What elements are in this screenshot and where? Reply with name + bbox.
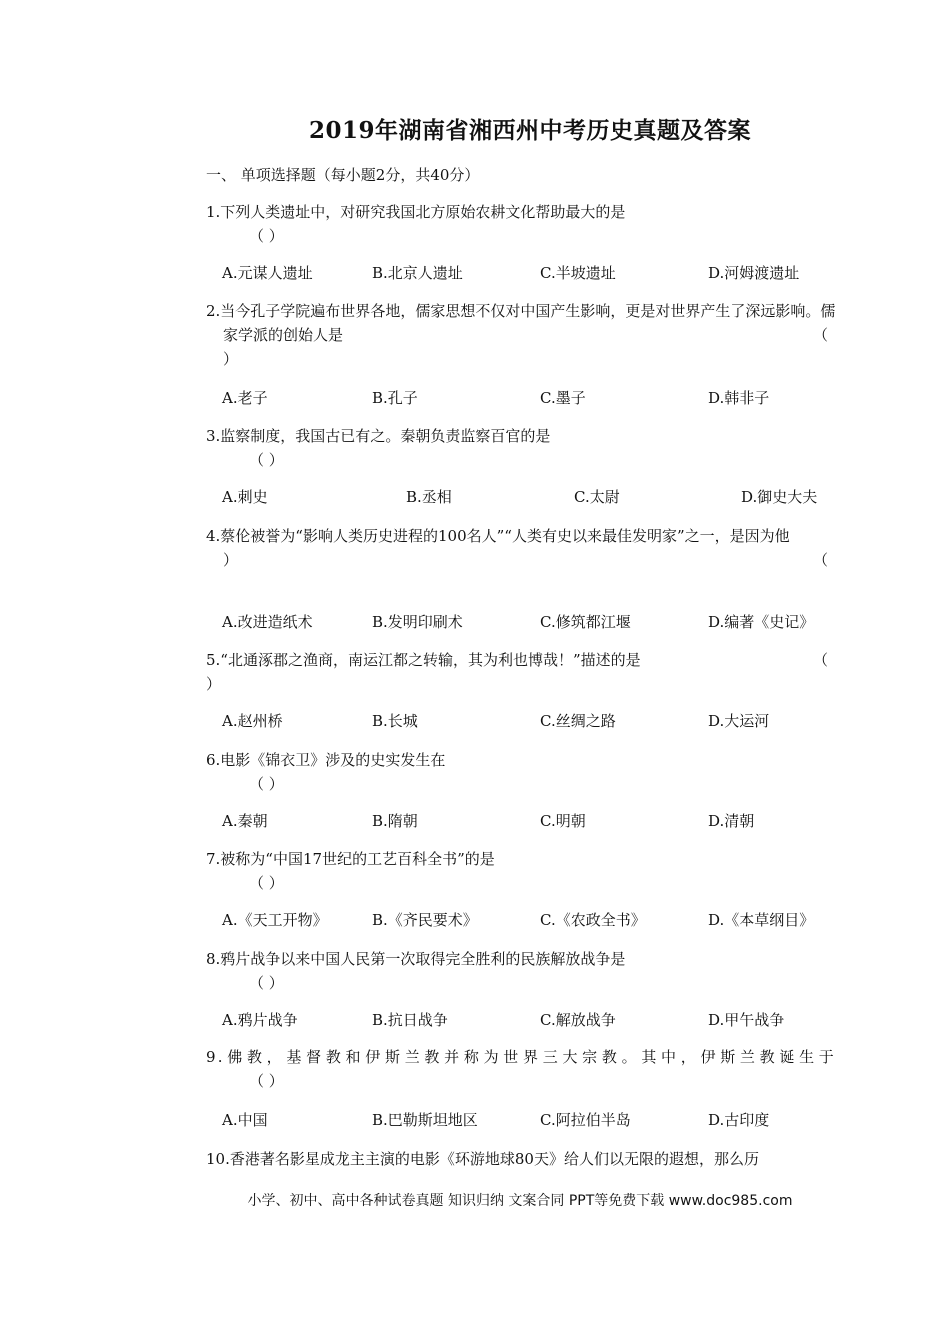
question-stem [206,524,836,548]
option-b: B.长城 [372,712,418,730]
option-d: D.大运河 [708,712,770,730]
question-stem-text: 4.蔡伦被誉为“影响人类历史进程的100名人”“人类有史以来最佳发明家”之一，是因为他 [206,527,790,545]
option-d: D.编著《史记》 [708,613,815,631]
option-c: C.墨子 [540,389,586,407]
page-footer: 小学、初中、高中各种试卷真题 知识归纳 文案合同 PPT等免费下载 www.doc985.com [247,1193,793,1209]
option-a: A.中国 [222,1111,268,1129]
answer-bracket-close: ） [223,551,239,569]
question-4-options [222,611,842,635]
question-stem: 3.监察制度，我国古已有之。秦朝负责监察百官的是 [206,427,551,445]
question-2 [206,299,836,371]
answer-bracket-close: ） [223,350,239,368]
question-stem: 7.被称为“中国17世纪的工艺百科全书”的是 [206,850,495,868]
option-a: A.改进造纸术 [222,613,313,631]
question-stem: 8.鸦片战争以来中国人民第一次取得完全胜利的民族解放战争是 [206,950,626,968]
question-6 [206,748,836,796]
option-c: C.半坡遗址 [540,264,616,282]
option-b: B.孔子 [372,389,418,407]
answer-bracket-open: （ [812,551,828,569]
option-c: C.解放战争 [540,1011,616,1029]
option-b: B.巴勒斯坦地区 [372,1111,478,1129]
question-2-options [222,387,842,411]
option-d: D.御史大夫 [741,488,818,506]
question-4 [206,524,836,572]
option-a: A.老子 [222,389,268,407]
answer-bracket-open: （ [812,651,828,669]
page-title: 2019年湖南省湘西州中考历史真题及答案 [308,117,751,144]
question-3 [206,424,836,472]
question-stem: 9.佛教，基督教和伊斯兰教并称为世界三大宗教。其中，伊斯兰教诞生于 [206,1048,836,1066]
answer-bracket: （ ） [249,775,284,793]
answer-bracket: （ ） [249,874,284,892]
question-1-options [222,262,842,286]
answer-bracket-open: （ [812,326,828,344]
option-a: A.元谋人遗址 [222,264,313,282]
option-c: C.太尉 [574,488,620,506]
answer-bracket-close: ） [206,675,222,693]
option-b: B.丞相 [406,488,452,506]
question-7-options [222,909,842,933]
answer-bracket: （ ） [249,451,284,469]
answer-bracket: （ ） [249,227,284,245]
question-10 [206,1147,846,1171]
option-d: D.《本草纲目》 [708,911,815,929]
option-c: C.修筑都江堰 [540,613,631,631]
option-b: B.发明印刷术 [372,613,463,631]
option-d: D.古印度 [708,1111,770,1129]
option-b: B.抗日战争 [372,1011,448,1029]
option-a: A.鸦片战争 [222,1011,298,1029]
question-9-options [222,1109,842,1133]
option-b: B.隋朝 [372,812,418,830]
option-c: C.丝绸之路 [540,712,616,730]
option-d: D.河姆渡遗址 [708,264,800,282]
question-7 [206,847,836,895]
option-a: A.刺史 [222,488,268,506]
option-d: D.清朝 [708,812,755,830]
answer-bracket: （ ） [249,974,284,992]
question-8 [206,947,836,995]
option-c: C.《农政全书》 [540,911,646,929]
question-stem: 10.香港著名影星成龙主主演的电影《环游地球80天》给人们以无限的遐想，那么历 [206,1150,759,1168]
option-a: A.《天工开物》 [222,911,328,929]
section-heading: 一、 单项选择题（每小题2分，共40分） [206,166,480,184]
question-stem: 1.下列人类遗址中，对研究我国北方原始农耕文化帮助最大的是 [206,203,626,221]
option-c: C.明朝 [540,812,586,830]
question-1 [206,200,836,248]
option-a: A.秦朝 [222,812,268,830]
option-d: D.韩非子 [708,389,770,407]
question-9 [206,1045,836,1093]
option-c: C.阿拉伯半岛 [540,1111,631,1129]
question-8-options [222,1009,842,1033]
answer-bracket: （ ） [249,1072,284,1090]
question-stem [206,299,836,347]
question-6-options [222,810,842,834]
question-stem: 5.“北通涿郡之渔商，南运江都之转输，其为利也博哉！”描述的是 [206,651,641,669]
option-a: A.赵州桥 [222,712,283,730]
question-5-options [222,710,842,734]
option-d: D.甲午战争 [708,1011,785,1029]
option-b: B.《齐民要术》 [372,911,478,929]
question-5 [206,648,836,696]
question-stem-text: 2.当今孔子学院遍布世界各地，儒家思想不仅对中国产生影响，更是对世界产生了深远影响。儒家学派的创始人是 [206,302,836,344]
question-3-options [222,486,842,510]
option-b: B.北京人遗址 [372,264,463,282]
question-stem: 6.电影《锦衣卫》涉及的史实发生在 [206,751,446,769]
